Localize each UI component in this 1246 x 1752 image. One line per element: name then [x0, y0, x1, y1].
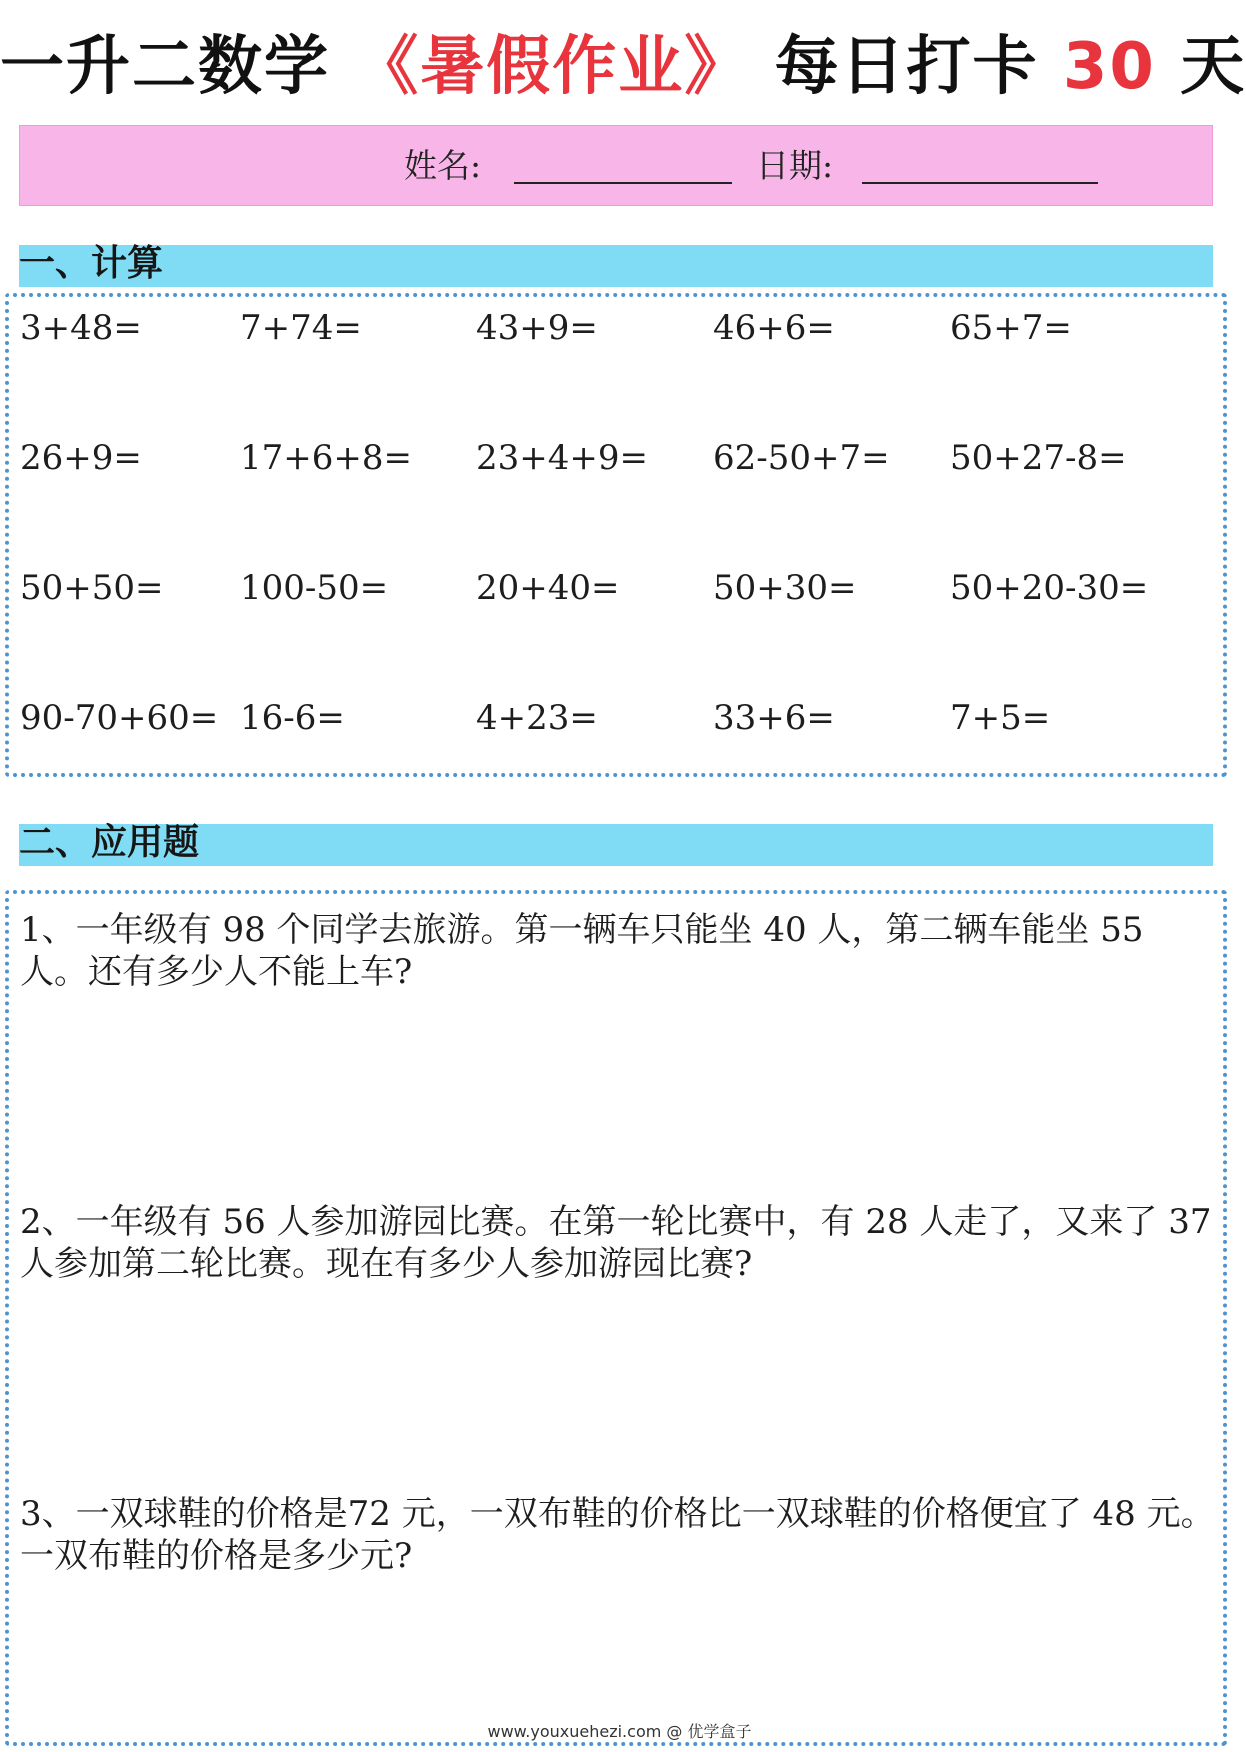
title-part-3: 每日打卡	[774, 30, 1039, 104]
calc-problem: 33+6=	[713, 698, 835, 738]
title-part-1: 一升二数学	[0, 30, 330, 104]
section-2-title: 二、应用题	[19, 821, 200, 863]
calc-problem: 4+23=	[476, 698, 598, 738]
section-2-bar	[19, 821, 1213, 866]
calc-problem: 50+30=	[713, 568, 857, 608]
calc-problem: 50+20-30=	[950, 568, 1149, 608]
title-part-5: 天	[1180, 30, 1246, 104]
word-problem-2: 2、一年级有 56 人参加游园比赛。在第一轮比赛中，有 28 人走了，又来了 37 人参加第二轮比赛。现在有多少人参加游园比赛?	[20, 1202, 1212, 1284]
page-title	[0, 22, 1246, 112]
word-problem-3: 3、一双球鞋的价格是72 元，一双布鞋的价格比一双球鞋的价格便宜了 48 元。一双布鞋的价格是多少元?	[20, 1494, 1215, 1576]
calc-problem: 17+6+8=	[240, 438, 412, 478]
calc-problem: 3+48=	[20, 308, 142, 348]
calc-problem: 50+50=	[20, 568, 164, 608]
calc-problem: 20+40=	[476, 568, 620, 608]
calc-problem: 65+7=	[950, 308, 1072, 348]
title-part-2: 《暑假作业》	[354, 30, 751, 104]
name-blank-line[interactable]	[514, 182, 732, 184]
calc-problem: 90-70+60=	[20, 698, 219, 738]
word-problems-box	[5, 890, 1227, 1746]
name-date-bar	[19, 125, 1213, 206]
calc-problem: 23+4+9=	[476, 438, 648, 478]
calc-problem: 50+27-8=	[950, 438, 1127, 478]
calc-problem: 100-50=	[240, 568, 389, 608]
calc-problem: 16-6=	[240, 698, 345, 738]
calc-problem: 7+74=	[240, 308, 362, 348]
title-part-4: 30	[1062, 30, 1156, 104]
date-blank-line[interactable]	[862, 182, 1098, 184]
footer-watermark: www.youxuehezi.com @ 优学盒子	[487, 1722, 752, 1741]
calc-problem: 26+9=	[20, 438, 142, 478]
name-label: 姓名:	[404, 146, 482, 185]
calc-problem: 62-50+7=	[713, 438, 890, 478]
section-1-title: 一、计算	[19, 242, 164, 284]
calc-problem: 7+5=	[950, 698, 1051, 738]
section-1-bar	[19, 242, 1213, 287]
calc-problem: 43+9=	[476, 308, 598, 348]
calc-problem: 46+6=	[713, 308, 835, 348]
date-label: 日期:	[756, 146, 834, 185]
word-problem-1: 1、一年级有 98 个同学去旅游。第一辆车只能坐 40 人，第二辆车能坐 55 人。还有多少人不能上车?	[20, 910, 1144, 992]
